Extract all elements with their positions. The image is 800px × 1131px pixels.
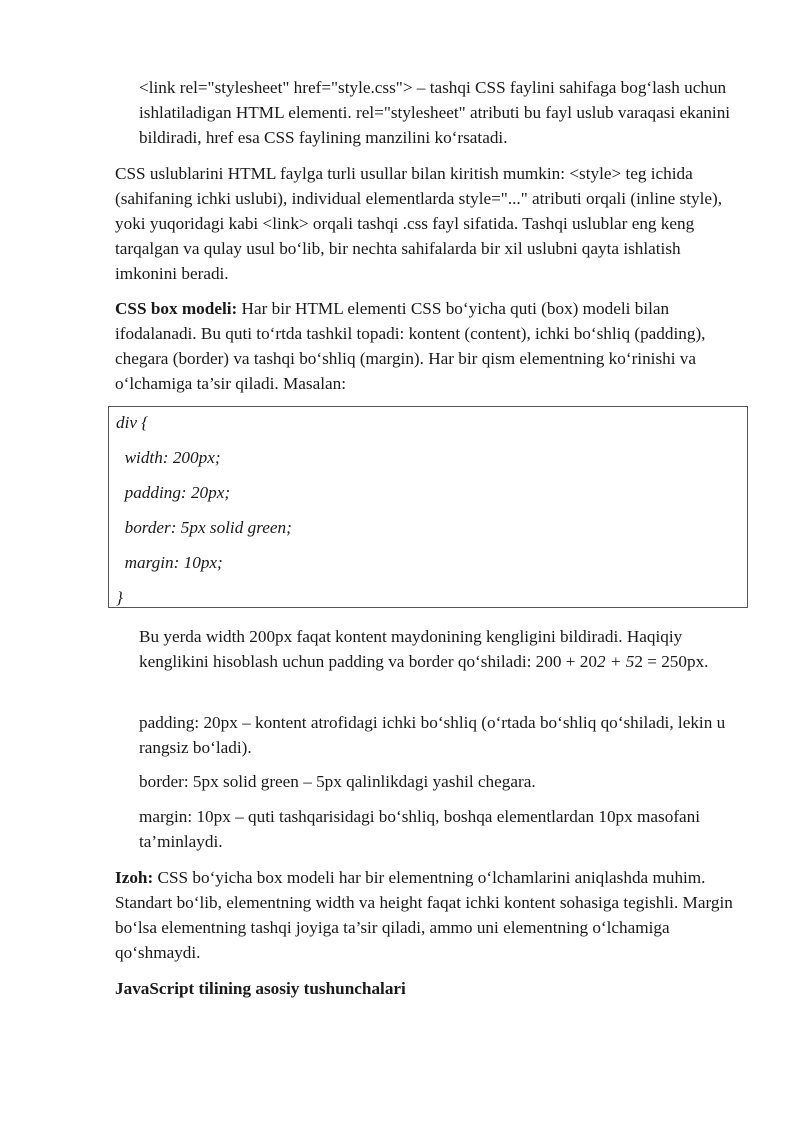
width-explanation [139, 624, 744, 674]
box-model-heading: CSS box modeli: [115, 299, 238, 318]
section-heading: JavaScript tilining asosiy tushunchalari [115, 979, 406, 998]
code-line: margin: 10px; [116, 553, 223, 572]
width-text-b: 2 = 250px. [634, 652, 709, 671]
css-inclusion-paragraph: CSS uslublarini HTML faylga turli usullar bilan kiritish mumkin: <style> teg ichida (sahifaning ichki uslubi), individual elementlarda style="..." atributi orqali (inline style), yoki yuqoridagi kabi <link> orqali tashqi .css fayl sifatida. Tashqi uslublar eng keng tarqalgan va qulay usul bo‘lib, bir nechta sahifalarda bir xil uslubni qayta ishlatish imkonini beradi. [115, 164, 723, 283]
code-line: } [116, 588, 123, 607]
box-model-text: Har bir HTML elementi CSS bo‘yicha quti (box) modeli bilan ifodalanadi. Bu quti to‘rtda tashkil topadi: kontent (content), ichki bo‘shliq (padding), chegara (border) va tashqi bo‘shliq (margin). Har bir qism elementning ko‘rinishi va o‘lchamiga ta’sir qiladi. Masalan: [115, 299, 706, 393]
border-explanation: border: 5px solid green – 5px qalinlikdagi yashil chegara. [139, 772, 536, 791]
note-paragraph [115, 865, 745, 965]
code-line: width: 200px; [116, 448, 221, 467]
width-text-italic: 2 + 5 [596, 652, 635, 671]
code-line: padding: 20px; [116, 483, 231, 502]
width-text-a: Bu yerda width 200px faqat kontent maydonining kengligini bildiradi. Haqiqiy kenglikini hisoblash uchun padding va border qo‘shiladi: 200 + 20 [139, 627, 683, 671]
link-element-paragraph: <link rel="stylesheet" href="style.css"> – tashqi CSS faylini sahifaga bog‘lash uchun ishlatiladigan HTML elementi. rel="stylesheet" atributi bu fayl uslub varaqasi ekanini bildiradi, href esa CSS faylining manzilini ko‘rsatadi. [139, 78, 731, 147]
code-line: border: 5px solid green; [116, 518, 292, 537]
box-model-paragraph [115, 296, 745, 396]
code-line: div { [116, 413, 149, 432]
code-block [108, 406, 748, 608]
padding-explanation: padding: 20px – kontent atrofidagi ichki bo‘shliq (o‘rtada bo‘shliq qo‘shiladi, lekin u rangsiz bo‘ladi). [139, 713, 726, 757]
note-heading: Izoh: [115, 868, 154, 887]
margin-explanation: margin: 10px – quti tashqarisidagi bo‘shliq, boshqa elementlardan 10px masofani ta’minlaydi. [139, 807, 701, 851]
note-text: CSS bo‘yicha box modeli har bir elementning o‘lchamlarini aniqlashda muhim. Standart bo‘lib, elementning width va height faqat ichki kontent sohasiga tegishli. Margin bo‘lsa elementning tashqi joyiga ta’sir qiladi, ammo uni elementning o‘lchamiga qo‘shmaydi. [115, 868, 733, 962]
